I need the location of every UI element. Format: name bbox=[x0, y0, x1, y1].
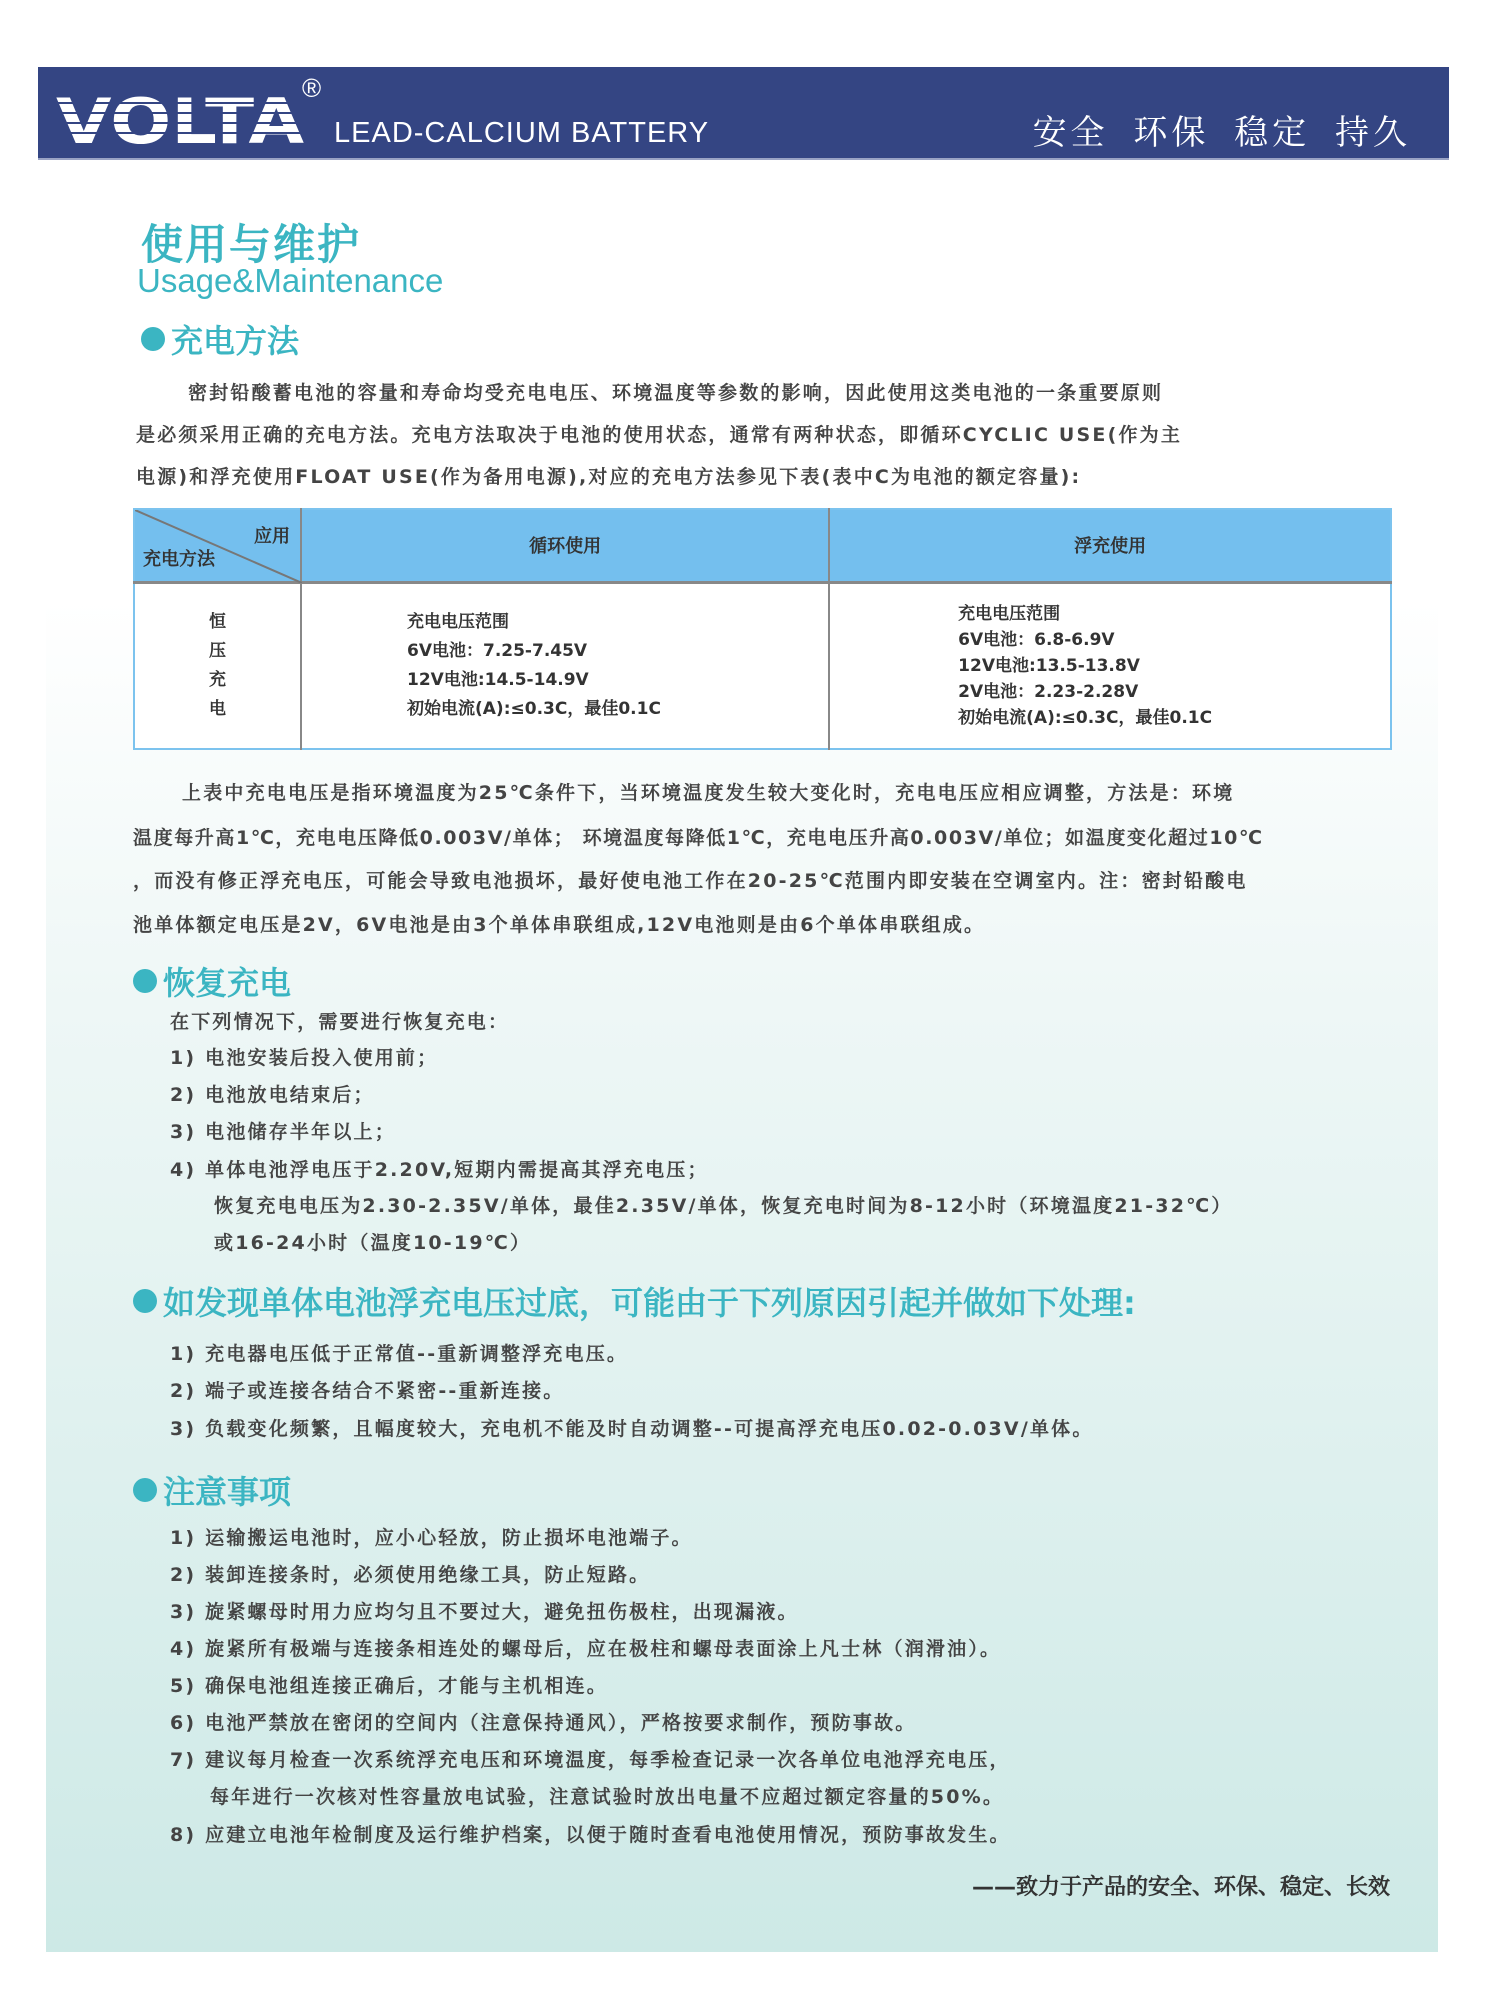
corner-top-label: 应用 bbox=[254, 526, 290, 547]
list-item: 3) 旋紧螺母时用力应均匀且不要过大，避免扭伤极柱，出现漏液。 bbox=[170, 1601, 799, 1623]
cell-line: 12V电池:13.5-13.8V bbox=[958, 655, 1140, 676]
cell-line: 6V电池：6.8-6.9V bbox=[958, 629, 1115, 650]
list-item: 1) 充电器电压低于正常值--重新调整浮充电压。 bbox=[170, 1343, 629, 1365]
list-item: 6) 电池严禁放在密闭的空间内（注意保持通风），严格按要求制作，预防事故。 bbox=[170, 1712, 917, 1734]
list-item: 2) 端子或连接各结合不紧密--重新连接。 bbox=[170, 1380, 565, 1402]
list-item-cont: 或16-24小时（温度10-19℃） bbox=[214, 1232, 532, 1254]
intro-line: 在下列情况下，需要进行恢复充电： bbox=[170, 1011, 510, 1033]
list-item: 8) 应建立电池年检制度及运行维护档案，以便于随时查看电池使用情况，预防事故发生。 bbox=[170, 1824, 1011, 1846]
list-item: 5) 确保电池组连接正确后，才能与主机相连。 bbox=[170, 1675, 608, 1697]
row-label-char: 压 bbox=[209, 640, 226, 661]
note-line: ，而没有修正浮充电压，可能会导致电池损坏，最好使电池工作在20-25℃范围内即安装在空调室内。注：密封铅酸电 bbox=[133, 870, 1248, 892]
cell-line: 初始电流(A):≤0.3C，最佳0.1C bbox=[958, 707, 1213, 728]
col-header-float: 浮充使用 bbox=[829, 509, 1391, 582]
cell-line: 初始电流(A):≤0.3C，最佳0.1C bbox=[407, 698, 661, 719]
section-heading-low-voltage bbox=[133, 1278, 1136, 1324]
header-subtitle: LEAD-CALCIUM BATTERY bbox=[334, 117, 710, 149]
row-label bbox=[134, 582, 301, 749]
list-item: 4) 旋紧所有极端与连接条相连处的螺母后，应在极柱和螺母表面涂上凡士林（润滑油）。 bbox=[170, 1638, 1002, 1660]
header-slogan: 安全 环保 稳定 持久 bbox=[1032, 113, 1411, 153]
cell-line: 6V电池：7.25-7.45V bbox=[407, 640, 588, 661]
section-heading-precautions bbox=[133, 1467, 291, 1513]
note-line: 上表中充电电压是指环境温度为25℃条件下，当环境温度发生较大变化时，充电电压应相应调整，方法是：环境 bbox=[182, 782, 1235, 804]
brand-text: VOLTA bbox=[56, 89, 305, 145]
cell-line: 充电电压范围 bbox=[958, 603, 1061, 624]
heading-text: 如发现单体电池浮充电压过底，可能由于下列原因引起并做如下处理: bbox=[163, 1284, 1136, 1322]
page-title: 使用与维护 bbox=[141, 220, 362, 269]
row-label-char: 恒 bbox=[209, 611, 226, 632]
charging-table bbox=[133, 508, 1392, 750]
heading-text: 充电方法 bbox=[171, 322, 300, 360]
page-title-en: Usage&Maintenance bbox=[137, 262, 444, 299]
row-label-char: 充 bbox=[209, 669, 226, 690]
list-item: 3) 电池储存半年以上； bbox=[170, 1121, 396, 1143]
row-label-char: 电 bbox=[209, 698, 226, 719]
paragraph-line: 密封铅酸蓄电池的容量和寿命均受充电电压、环境温度等参数的影响，因此使用这类电池的一条重要原则 bbox=[188, 382, 1164, 404]
bullet-icon bbox=[133, 1289, 157, 1313]
bullet-icon bbox=[133, 1478, 157, 1502]
list-item: 1) 电池安装后投入使用前； bbox=[170, 1047, 439, 1069]
note-line: 温度每升高1℃，充电电压降低0.003V/单体； 环境温度每降低1℃，充电电压升高0.003V/单位；如温度变化超过10℃ bbox=[133, 827, 1264, 849]
registered-mark: ® bbox=[302, 73, 322, 103]
signature: ——致力于产品的安全、环保、稳定、长效 bbox=[971, 1875, 1390, 1900]
list-item: 2) 装卸连接条时，必须使用绝缘工具，防止短路。 bbox=[170, 1564, 651, 1586]
note-line: 池单体额定电压是2V，6V电池是由3个单体串联组成,12V电池则是由6个单体串联组成。 bbox=[133, 914, 986, 936]
list-item: 3) 负载变化频繁，且幅度较大，充电机不能及时自动调整--可提高浮充电压0.02-0.03V/单体。 bbox=[170, 1418, 1094, 1440]
section-heading-charging bbox=[141, 316, 299, 362]
list-item: 7) 建议每月检查一次系统浮充电压和环境温度，每季检查记录一次各单位电池浮充电压， bbox=[170, 1749, 1011, 1771]
cell-line: 2V电池：2.23-2.28V bbox=[958, 681, 1139, 702]
list-item-cont: 每年进行一次核对性容量放电试验，注意试验时放出电量不应超过额定容量的50%。 bbox=[210, 1786, 1005, 1808]
header-banner bbox=[38, 67, 1449, 160]
volta-logo bbox=[56, 89, 306, 145]
cell-line: 充电电压范围 bbox=[407, 611, 509, 632]
list-item: 1) 运输搬运电池时，应小心轻放，防止损坏电池端子。 bbox=[170, 1527, 693, 1549]
corner-bottom-label: 充电方法 bbox=[143, 548, 215, 570]
cyclic-cell bbox=[301, 582, 829, 749]
heading-text: 恢复充电 bbox=[163, 964, 292, 1002]
list-item: 2) 电池放电结束后； bbox=[170, 1084, 375, 1106]
float-cell bbox=[829, 582, 1391, 749]
paragraph-line: 电源)和浮充使用FLOAT USE(作为备用电源),对应的充电方法参见下表(表中C为电池的额定容量): bbox=[136, 466, 1082, 488]
section-heading-recovery bbox=[133, 958, 291, 1004]
list-item: 4) 单体电池浮电压于2.20V,短期内需提高其浮充电压； bbox=[170, 1159, 709, 1181]
heading-text: 注意事项 bbox=[163, 1473, 292, 1511]
col-header-cyclic: 循环使用 bbox=[301, 509, 829, 582]
cell-line: 12V电池:14.5-14.9V bbox=[407, 669, 589, 690]
table-corner-header bbox=[134, 509, 301, 582]
bullet-icon bbox=[141, 327, 165, 351]
bullet-icon bbox=[133, 969, 157, 993]
paragraph-line: 是必须采用正确的充电方法。充电方法取决于电池的使用状态，通常有两种状态，即循环CYCLIC USE(作为主 bbox=[136, 424, 1183, 446]
list-item-cont: 恢复充电电压为2.30-2.35V/单体，最佳2.35V/单体，恢复充电时间为8-12小时（环境温度21-32℃） bbox=[214, 1195, 1233, 1217]
